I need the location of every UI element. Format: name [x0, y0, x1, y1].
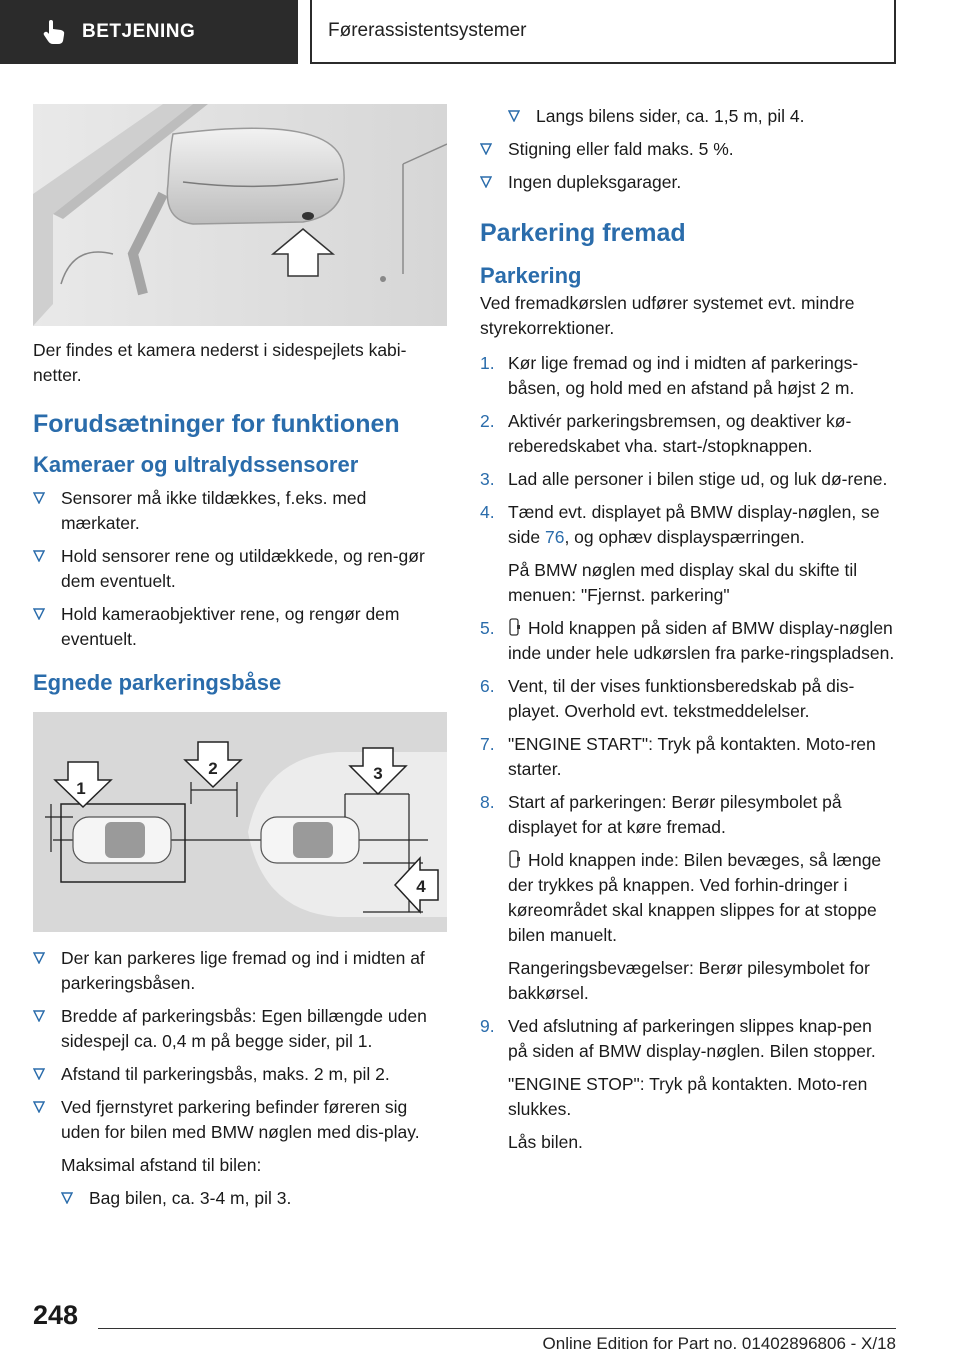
- triangle-bullet-icon: [33, 952, 45, 964]
- car-icon: [261, 817, 359, 863]
- right-column: [480, 104, 896, 1163]
- list-item: Ingen dupleksgarager.: [480, 170, 896, 195]
- triangle-bullet-icon: [33, 1010, 45, 1022]
- list-item: Stigning eller fald maks. 5 %.: [480, 137, 896, 162]
- car-icon: [73, 817, 171, 863]
- step-item: 3. Lad alle personer i bilen stige ud, og luk dø-rene.: [480, 469, 888, 489]
- section-title: BETJENING: [82, 21, 196, 42]
- step-item: 7. "ENGINE START": Tryk på kontakten. Moto-ren starter.: [480, 734, 876, 779]
- left-column: [33, 104, 447, 1219]
- step-item: 9. Ved afslutning af parkeringen slippes knap-pen på siden af BMW display-nøglen. Bilen stopper. "ENGINE STOP": Tryk på kontakten. Moto-ren slukkes. Lås bilen.: [480, 1016, 876, 1152]
- arrow-label: 1: [76, 779, 86, 798]
- edition-footer: Online Edition for Part no. 01402896806 - X/18: [542, 1334, 896, 1353]
- list-item: Hold sensorer rene og utildækkede, og ren-gør dem eventuelt.: [33, 544, 447, 594]
- heading-prerequisites: Forudsætninger for funktionen: [33, 410, 400, 438]
- triangle-bullet-icon: [33, 492, 45, 504]
- footer-divider: [98, 1328, 896, 1329]
- page-link[interactable]: 76: [544, 527, 565, 547]
- arrow-label: 4: [416, 877, 426, 896]
- page-number: 248: [33, 1300, 79, 1330]
- chapter-title: Førerassistentsystemer: [328, 20, 527, 41]
- list-item: Langs bilens sider, ca. 1,5 m, pil 4.: [508, 104, 896, 129]
- parking-diagram: [33, 712, 447, 932]
- heading-parking-spaces: Egnede parkeringsbåse: [33, 670, 282, 695]
- step-item: 5. Hold knappen på siden af BMW display-nøglen inde under hele udkørslen fra parke-ringspladsen.: [480, 618, 895, 663]
- arrow-label: 3: [373, 764, 383, 783]
- triangle-bullet-icon: [480, 176, 492, 188]
- hand-pointer-icon: [40, 17, 70, 47]
- step-item: 1. Kør lige fremad og ind i midten af parkerings-båsen, og hold med en afstand på højst 2 m.: [480, 353, 859, 398]
- chapter-tab: [310, 0, 896, 64]
- step-item: 8. Start af parkeringen: Berør pilesymbolet på displayet for at køre fremad. Hold knappen inde: Bilen bevæges, så længe der trykkes på knappen. Ved forhin-dringer i køreområdet skal knappen slippes for at stoppe bilen manuelt. Rangeringsbevægelser: Berør pilesymbolet for bakkørsel.: [480, 792, 882, 1003]
- list-item: Hold kameraobjektiver rene, og rengør dem eventuelt.: [33, 602, 447, 652]
- max-distance-text: Maksimal afstand til bilen:: [61, 1155, 262, 1175]
- list-item: Bag bilen, ca. 3-4 m, pil 3.: [61, 1186, 447, 1211]
- list-item: Ved fjernstyret parkering befinder føreren sig uden for bilen med BMW nøglen med dis-play. Maksimal afstand til bilen:: [33, 1095, 447, 1178]
- heading-parking: Parkering: [480, 263, 582, 288]
- heading-sensors: Kameraer og ultralydssensorer: [33, 452, 359, 477]
- step-item: 6. Vent, til der vises funktionsberedskab på dis-playet. Overhold evt. tekstmeddelelser.: [480, 676, 855, 721]
- arrow-label: 2: [208, 759, 218, 778]
- list-item: Bredde af parkeringsbås: Egen billængde uden sidespejl ca. 0,4 m på begge sider, pil 1.: [33, 1004, 447, 1054]
- figure-caption: Der findes et kamera nederst i sidespejlets kabi-netter.: [33, 340, 407, 385]
- list-item: Der kan parkeres lige fremad og ind i midten af parkeringsbåsen.: [33, 946, 447, 996]
- triangle-bullet-icon: [33, 608, 45, 620]
- list-item: Sensorer må ikke tildækkes, f.eks. med mærkater.: [33, 486, 447, 536]
- triangle-bullet-icon: [33, 550, 45, 562]
- list-item: Afstand til parkeringsbås, maks. 2 m, pil 2.: [33, 1062, 447, 1087]
- intro-text: Ved fremadkørslen udfører systemet evt. mindre styrekorrektioner.: [480, 293, 855, 338]
- triangle-bullet-icon: [33, 1101, 45, 1113]
- mirror-camera-figure: [33, 104, 447, 326]
- triangle-bullet-icon: [61, 1192, 73, 1204]
- heading-parking-forward: Parkering fremad: [480, 219, 686, 247]
- key-button-icon: [508, 618, 520, 636]
- step-item: 4. Tænd evt. displayet på BMW display-nøglen, se side 76, og ophæv displayspærringen. På BMW nøglen med display skal du skifte til menuen: "Fjernst. parkering": [480, 502, 880, 605]
- parking-space-figure: [33, 712, 447, 932]
- triangle-bullet-icon: [480, 143, 492, 155]
- step-item: 2. Aktivér parkeringsbremsen, og deaktiver kø-reberedskabet vha. start-/stopknappen.: [480, 411, 852, 456]
- section-tab: [0, 0, 298, 64]
- triangle-bullet-icon: [33, 1068, 45, 1080]
- side-mirror-illustration: [33, 104, 447, 326]
- key-button-icon: [508, 850, 520, 868]
- triangle-bullet-icon: [508, 110, 520, 122]
